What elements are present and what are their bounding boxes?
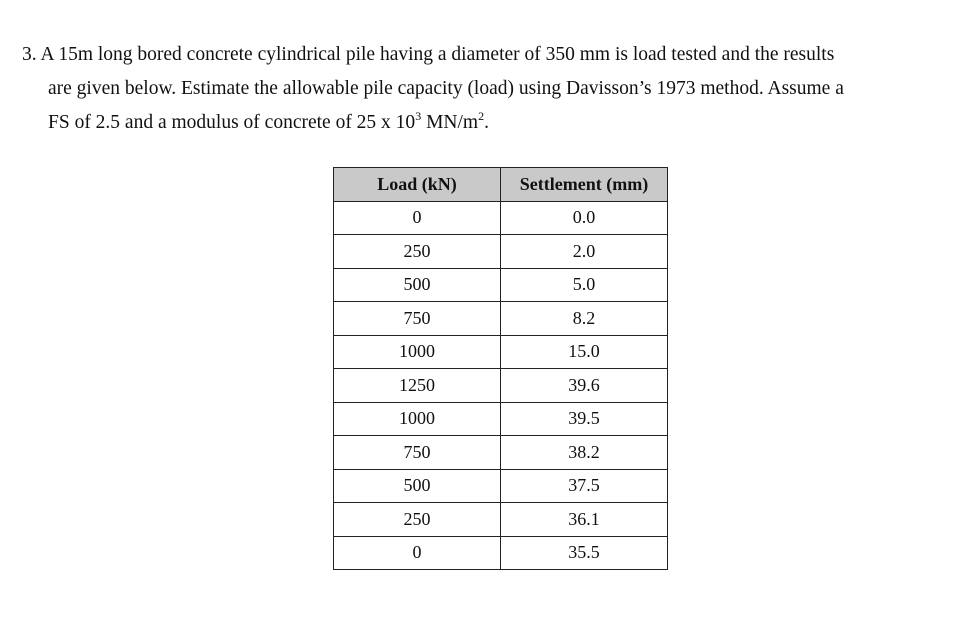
table-row (334, 536, 668, 570)
exponent-2: 2 (478, 109, 485, 123)
load-cell: 250 (334, 503, 501, 537)
table-header-row (334, 168, 668, 202)
problem-number: 3. (22, 44, 37, 65)
table-row (334, 235, 668, 269)
table-row (334, 503, 668, 537)
load-cell: 0 (334, 536, 501, 570)
problem-text-line-3b: MN/m (421, 112, 479, 133)
load-cell: 1000 (334, 335, 501, 369)
settlement-cell: 5.0 (501, 268, 668, 302)
table-row (334, 369, 668, 403)
settlement-cell: 35.5 (501, 536, 668, 570)
table-row (334, 268, 668, 302)
load-cell: 250 (334, 235, 501, 269)
table-row (334, 201, 668, 235)
table-row (334, 335, 668, 369)
load-cell: 750 (334, 302, 501, 336)
problem-text-line-3a: FS of 2.5 and a modulus of concrete of 25 x 10 (48, 112, 416, 133)
settlement-cell: 39.6 (501, 369, 668, 403)
settlement-cell: 15.0 (501, 335, 668, 369)
settlement-cell: 2.0 (501, 235, 668, 269)
header-load: Load (kN) (334, 168, 501, 202)
problem-text-line-3c: . (484, 112, 489, 133)
problem-line-3 (22, 106, 947, 140)
load-cell: 0 (334, 201, 501, 235)
problem-line-1 (22, 38, 947, 72)
table-row (334, 469, 668, 503)
settlement-cell: 8.2 (501, 302, 668, 336)
header-settlement: Settlement (mm) (501, 168, 668, 202)
settlement-cell: 37.5 (501, 469, 668, 503)
load-cell: 1000 (334, 402, 501, 436)
table-row (334, 302, 668, 336)
load-cell: 500 (334, 469, 501, 503)
settlement-cell: 38.2 (501, 436, 668, 470)
load-cell: 750 (334, 436, 501, 470)
load-settlement-table (333, 167, 668, 570)
problem-line-2: are given below. Estimate the allowable pile capacity (load) using Davisson’s 1973 method. Assume a (48, 78, 844, 99)
table-row (334, 436, 668, 470)
problem-statement (22, 38, 947, 140)
settlement-cell: 39.5 (501, 402, 668, 436)
load-cell: 1250 (334, 369, 501, 403)
exponent-3: 3 (415, 109, 422, 123)
load-cell: 500 (334, 268, 501, 302)
problem-text-line-1: A 15m long bored concrete cylindrical pile having a diameter of 350 mm is load tested and the results (40, 44, 835, 65)
table-row (334, 402, 668, 436)
settlement-cell: 0.0 (501, 201, 668, 235)
settlement-cell: 36.1 (501, 503, 668, 537)
